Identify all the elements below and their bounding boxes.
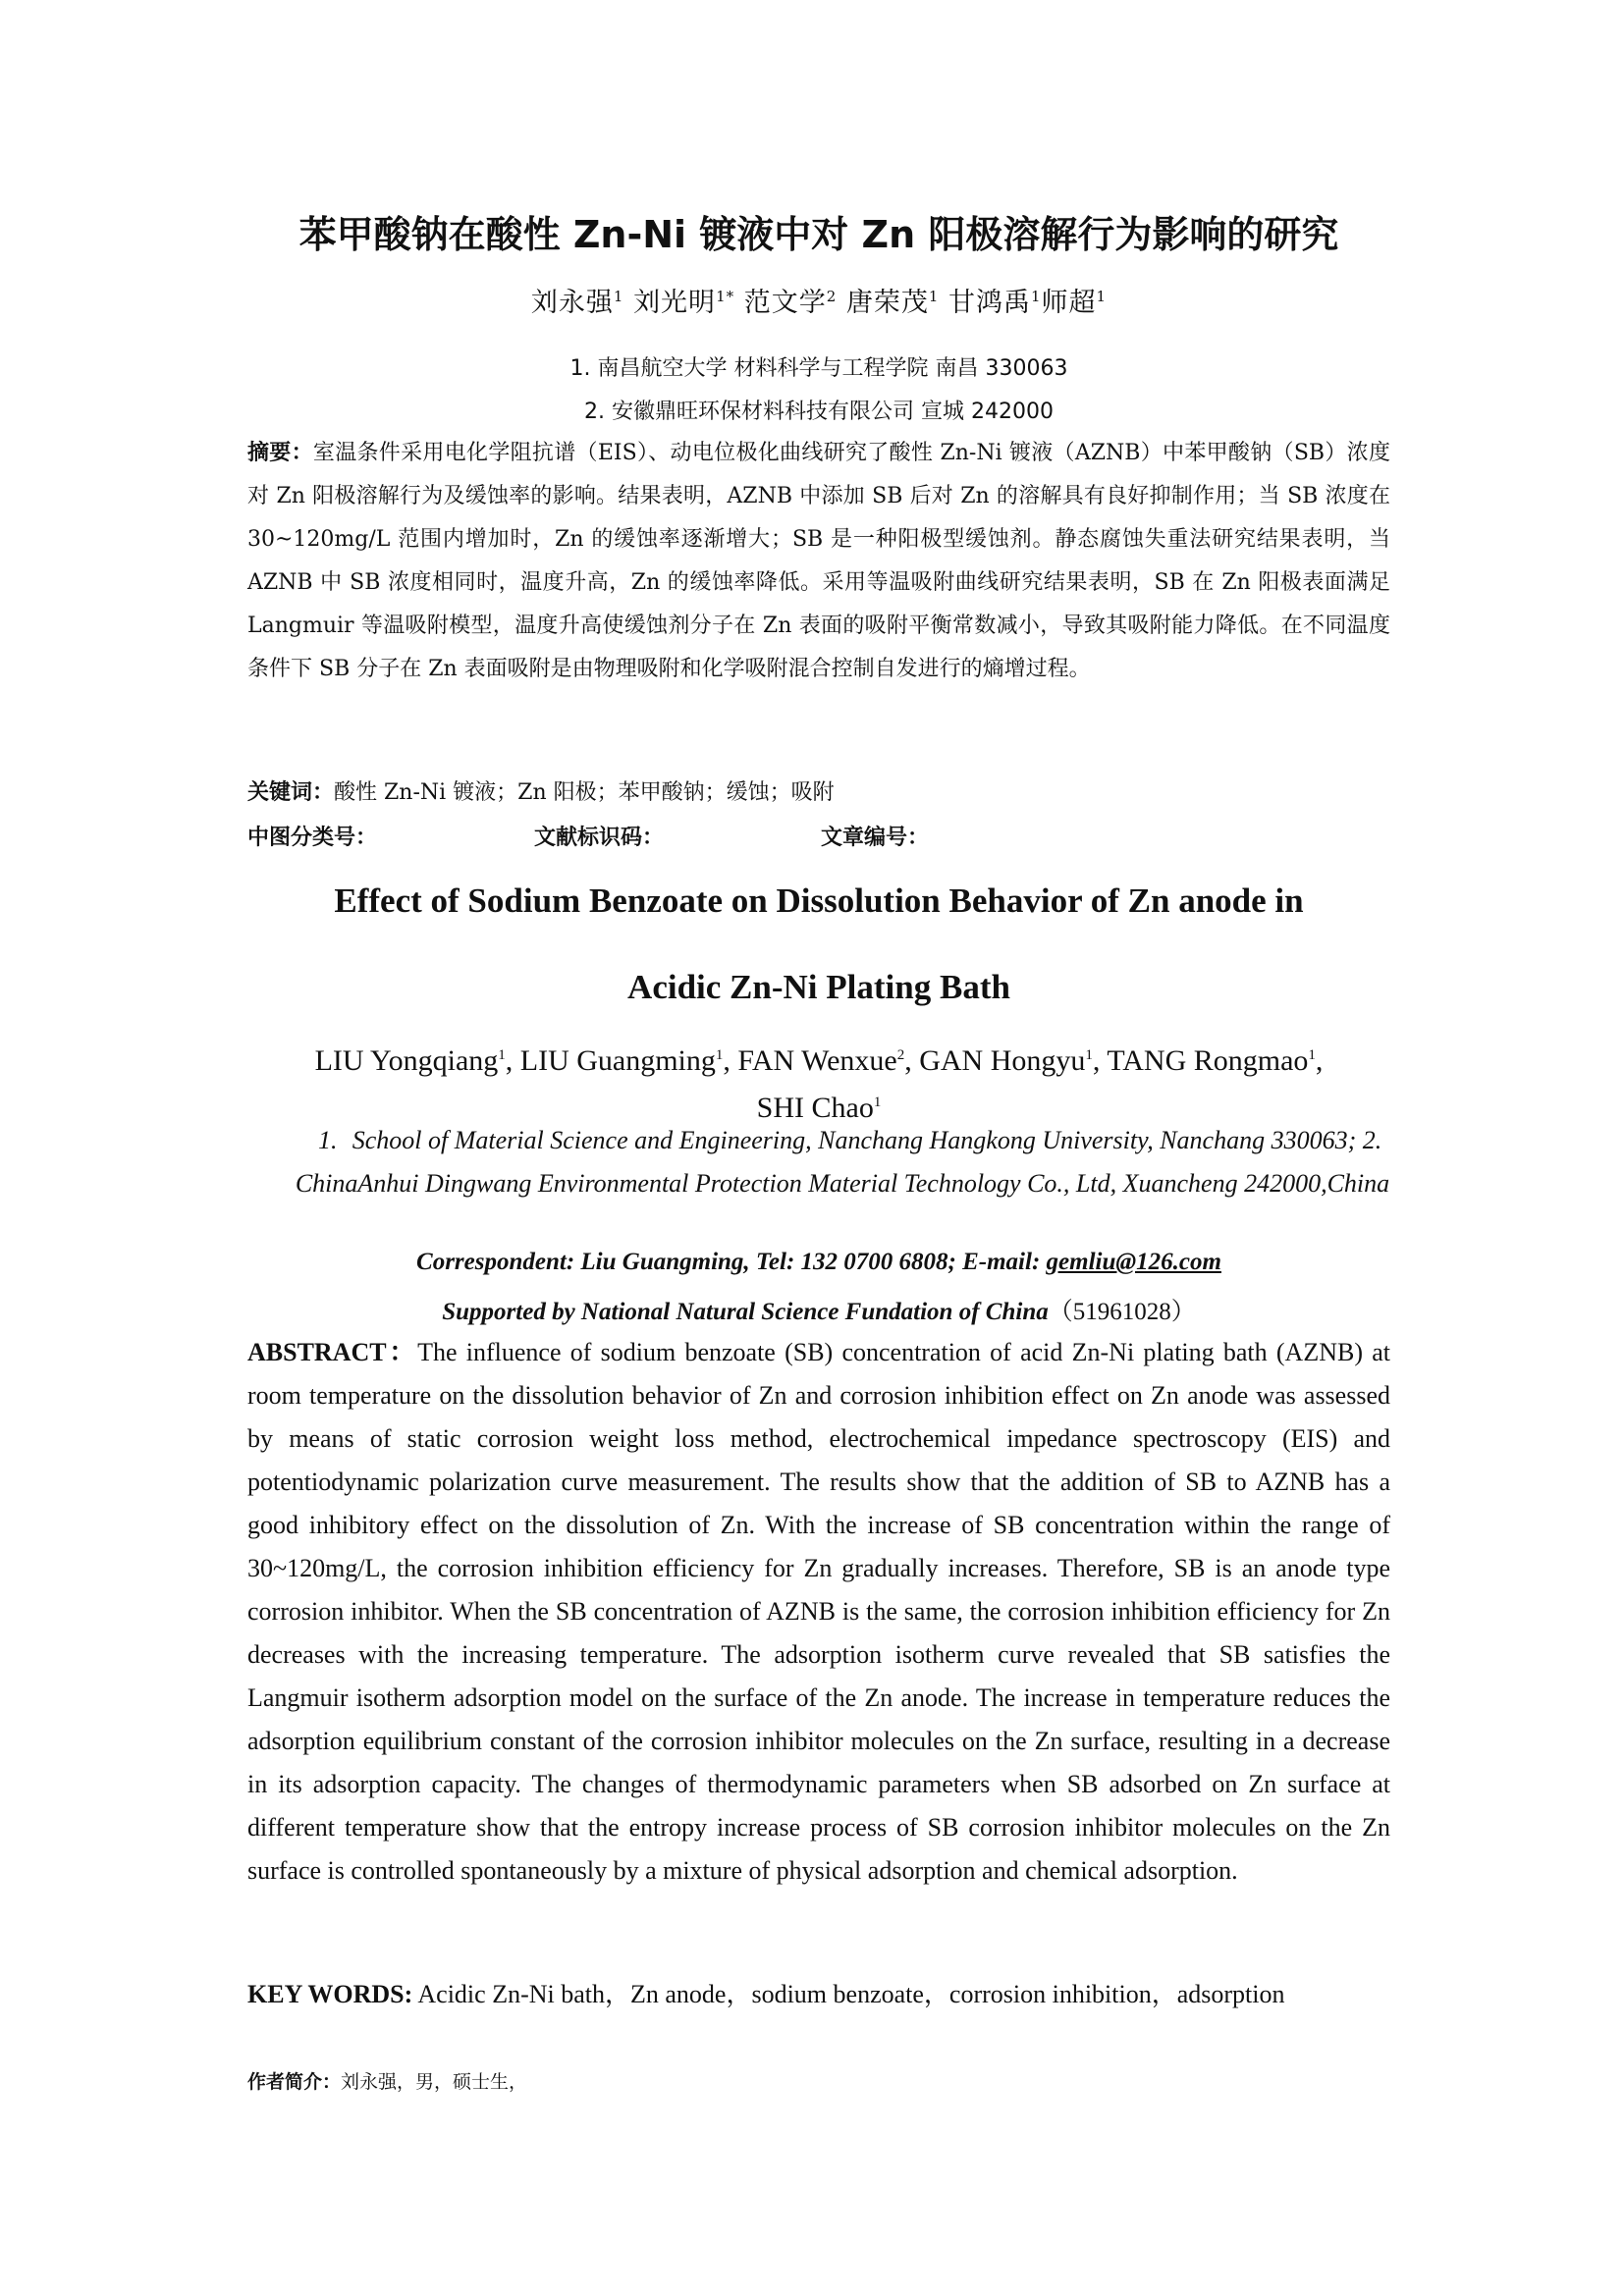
correspondent-text: Correspondent: Liu Guangming, Tel: 132 0700 6808	[416, 1249, 948, 1275]
author-affiliation-mark: 1	[715, 1047, 724, 1063]
author-biography	[247, 2067, 1390, 2094]
author-name: 唐荣茂	[845, 288, 929, 318]
affiliation-text: School of Material Science and Engineering, Nanchang Hangkong University, Nanchang 330063; 2. ChinaAnhui Dingwang Environmental Protection Material Technology Co., Ltd, Xuancheng 242000,China	[295, 1126, 1390, 1198]
grant-number: （51961028）	[1048, 1299, 1196, 1325]
author-affiliation-mark: 1	[1096, 288, 1108, 305]
author-affiliation-mark: 1	[1030, 288, 1042, 305]
author-name: 刘永强	[530, 288, 614, 318]
english-keywords-label: KEY WORDS:	[247, 1980, 413, 2008]
english-author-list: LIU Yongqiang$^1$, LIU Guangming$^1$, FAN Wenxue$^2$, GAN Hongyu$^1$, TANG Rongmao$^1$, SHI Chao$^1$	[314, 1044, 1324, 1124]
chinese-affiliation-1: 1. 南昌航空大学 材料科学与工程学院 南昌 330063	[569, 356, 1068, 381]
email-link[interactable]: gemliu@126.com	[1046, 1249, 1221, 1275]
english-keywords-text: Acidic Zn-Ni bath，Zn anode，sodium benzoate，corrosion inhibition，adsorption	[417, 1980, 1285, 2008]
chinese-abstract	[247, 432, 1390, 691]
author-name: FAN Wenxue	[737, 1044, 897, 1077]
author-biography-label: 作者简介：	[247, 2071, 342, 2093]
author-name: SHI Chao	[756, 1092, 874, 1124]
email-label: ; E-mail:	[947, 1249, 1047, 1275]
funding-line	[247, 1292, 1390, 1327]
author-name: 师超	[1041, 288, 1097, 318]
clc-number-label: 中图分类号：	[247, 826, 378, 850]
author-affiliation-mark: 1	[1085, 1047, 1093, 1063]
author-affiliation-mark: 2	[826, 288, 838, 305]
chinese-author-list	[247, 281, 1390, 319]
english-abstract-text: The influence of sodium benzoate (SB) concentration of acid Zn-Ni plating bath (AZNB) at room temperature on the dissolution behavior of Zn and corrosion inhibition effect on Zn anode was assessed by means of static corrosion weight loss method, electrochemical impedance spectroscopy (EIS) and potentiodynamic polarization curve measurement. The results show that the addition of SB to AZNB has a good inhibitory effect on the dissolution of Zn. With the increase of SB concentration within the range of 30~120mg/L, the corrosion inhibition efficiency for Zn gradually increases. Therefore, SB is an anode type corrosion inhibitor. When the SB concentration of AZNB is the same, the corrosion inhibition efficiency for Zn decreases with the increasing temperature. The adsorption isotherm curve revealed that SB satisfies the Langmuir isotherm adsorption model on the surface of the Zn anode. The increase in temperature reduces the adsorption equilibrium constant of the corrosion inhibitor molecules on the Zn surface, resulting in a decrease in its adsorption capacity. The changes of thermodynamic parameters when SB adsorbed on Zn surface at different temperature show that the entropy increase process of SB corrosion inhibitor molecules on the Zn surface is controlled spontaneously by a mixture of physical adsorption and chemical adsorption.	[247, 1338, 1390, 1885]
chinese-affiliation-2: 2. 安徽鼎旺环保材料科技有限公司 宣城 242000	[584, 400, 1054, 424]
chinese-keywords-label: 关键词：	[247, 780, 335, 805]
chinese-keywords-text: 酸性 Zn-Ni 镀液；Zn 阳极；苯甲酸钠；缓蚀；吸附	[334, 780, 835, 805]
author-affiliation-mark: 1	[873, 1095, 882, 1110]
english-title-line-1: Effect of Sodium Benzoate on Dissolution Behavior of Zn anode in	[334, 881, 1304, 920]
funding-text: Supported by National Natural Science Fundation of China	[442, 1299, 1049, 1325]
chinese-abstract-label: 摘要：	[247, 441, 313, 465]
chinese-keywords	[247, 775, 1390, 806]
author-name: LIU Yongqiang	[314, 1044, 499, 1077]
author-name: TANG Rongmao	[1107, 1044, 1309, 1077]
chinese-abstract-text: 室温条件采用电化学阻抗谱（EIS）、动电位极化曲线研究了酸性 Zn-Ni 镀液（AZNB）中苯甲酸钠（SB）浓度对 Zn 阳极溶解行为及缓蚀率的影响。结果表明，AZNB 中添加 SB 后对 Zn 的溶解具有良好抑制作用；当 SB 浓度在 30~120mg/L 范围内增加时，Zn 的缓蚀率逐渐增大；SB 是一种阳极型缓蚀剂。静态腐蚀失重法研究结果表明，当 AZNB 中 SB 浓度相同时，温度升高，Zn 的缓蚀率降低。采用等温吸附曲线研究结果表明，SB 在 Zn 阳极表面满足 Langmuir 等温吸附模型，温度升高使缓蚀剂分子在 Zn 表面的吸附平衡常数减小，导致其吸附能力降低。在不同温度条件下 SB 分子在 Zn 表面吸附是由物理吸附和化学吸附混合控制自发进行的熵增过程。	[247, 441, 1390, 681]
author-affiliation-mark: 2	[896, 1047, 905, 1063]
author-affiliation-mark: 1	[498, 1047, 506, 1063]
author-affiliation-mark: 1	[1308, 1047, 1316, 1063]
english-affiliations	[295, 1119, 1390, 1205]
author-name: 范文学	[743, 288, 827, 318]
author-name: 刘光明	[633, 288, 717, 318]
author-name: LIU Guangming	[519, 1044, 716, 1077]
author-biography-text: 刘永强，男，硕士生，	[341, 2071, 528, 2093]
correspondent-line	[247, 1249, 1390, 1276]
author-name: GAN Hongyu	[919, 1044, 1086, 1077]
affiliation-number: 1.	[318, 1126, 338, 1154]
author-name: 甘鸿禹	[947, 288, 1031, 318]
english-keywords	[247, 1973, 1390, 2016]
author-affiliation-mark: 1	[928, 288, 940, 305]
chinese-title: 苯甲酸钠在酸性 Zn-Ni 镀液中对 Zn 阳极溶解行为影响的研究	[298, 213, 1339, 256]
english-abstract	[247, 1331, 1390, 1893]
author-affiliation-mark: 1*	[716, 288, 735, 305]
document-code-label: 文献标识码：	[534, 826, 665, 850]
author-affiliation-mark: 1	[613, 288, 624, 305]
article-number-label: 文章编号：	[821, 826, 930, 850]
english-abstract-label: ABSTRACT：	[247, 1338, 418, 1366]
english-title-line-2: Acidic Zn-Ni Plating Bath	[627, 968, 1010, 1006]
